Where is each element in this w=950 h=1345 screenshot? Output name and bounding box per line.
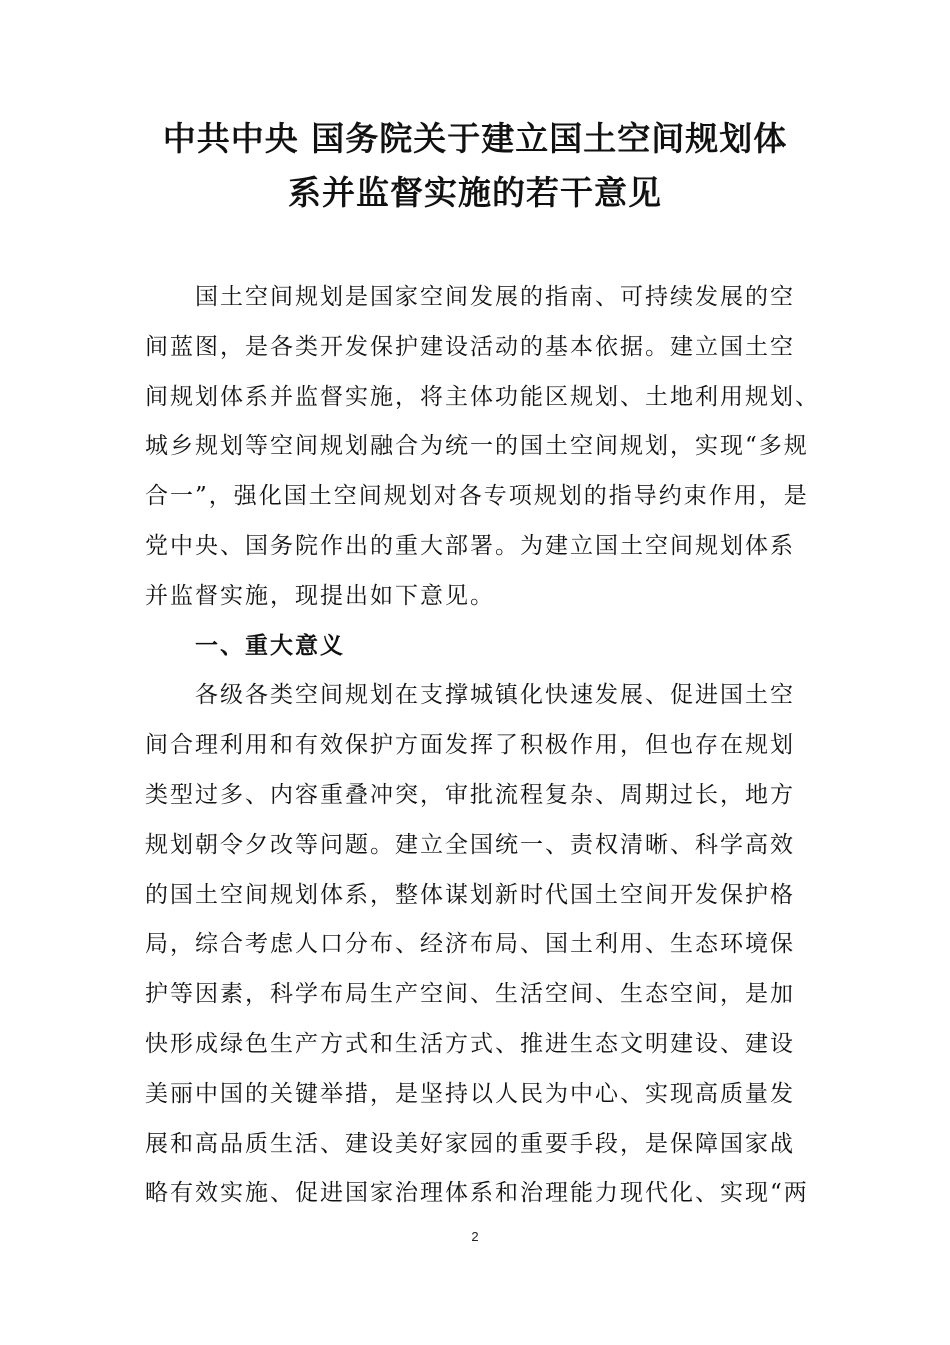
paragraph-line: 展和高品质生活、建设美好家园的重要手段，是保障国家战: [145, 1130, 795, 1157]
title-line: 中共中央 国务院关于建立国土空间规划体: [162, 119, 788, 158]
paragraph-line: 间蓝图，是各类开发保护建设活动的基本依据。建立国土空: [145, 333, 795, 360]
document-body: [145, 273, 820, 1219]
paragraph-line: 快形成绿色生产方式和生活方式、推进生态文明建设、建设: [145, 1030, 795, 1057]
title-line: 系并监督实施的若干意见: [288, 173, 662, 212]
paragraph-line: 类型过多、内容重叠冲突，审批流程复杂、周期过长，地方: [145, 781, 795, 808]
paragraph-line: 护等因素，科学布局生产空间、生活空间、生态空间，是加: [145, 981, 795, 1008]
paragraph-line: 党中央、国务院作出的重大部署。为建立国土空间规划体系: [145, 532, 795, 559]
paragraph-line: 并监督实施，现提出如下意见。: [145, 582, 495, 609]
paragraph-line: 略有效实施、促进国家治理体系和治理能力现代化、实现“两: [145, 1180, 809, 1207]
paragraph-line: 城乡规划等空间规划融合为统一的国土空间规划，实现“多规: [145, 433, 809, 460]
section-heading: 一、重大意义: [195, 632, 345, 659]
paragraph-line: 间规划体系并监督实施，将主体功能区规划、土地利用规划、: [145, 383, 820, 410]
paragraph-line: 规划朝令夕改等问题。建立全国统一、责权清晰、科学高效: [145, 831, 795, 858]
paragraph-line: 美丽中国的关键举措，是坚持以人民为中心、实现高质量发: [145, 1080, 795, 1107]
paragraph-line: 合一”，强化国土空间规划对各专项规划的指导约束作用，是: [145, 483, 809, 510]
paragraph-line: 间合理利用和有效保护方面发挥了积极作用，但也存在规划: [145, 732, 795, 759]
paragraph-line: 各级各类空间规划在支撑城镇化快速发展、促进国土空: [195, 682, 795, 709]
paragraph-line: 的国土空间规划体系，整体谋划新时代国土空间开发保护格: [145, 881, 795, 908]
paragraph-line: 局，综合考虑人口分布、经济布局、国土利用、生态环境保: [145, 931, 795, 958]
paragraph-line: 国土空间规划是国家空间发展的指南、可持续发展的空: [195, 284, 795, 310]
document-title: [130, 112, 820, 220]
page-number: 2: [471, 1229, 479, 1244]
